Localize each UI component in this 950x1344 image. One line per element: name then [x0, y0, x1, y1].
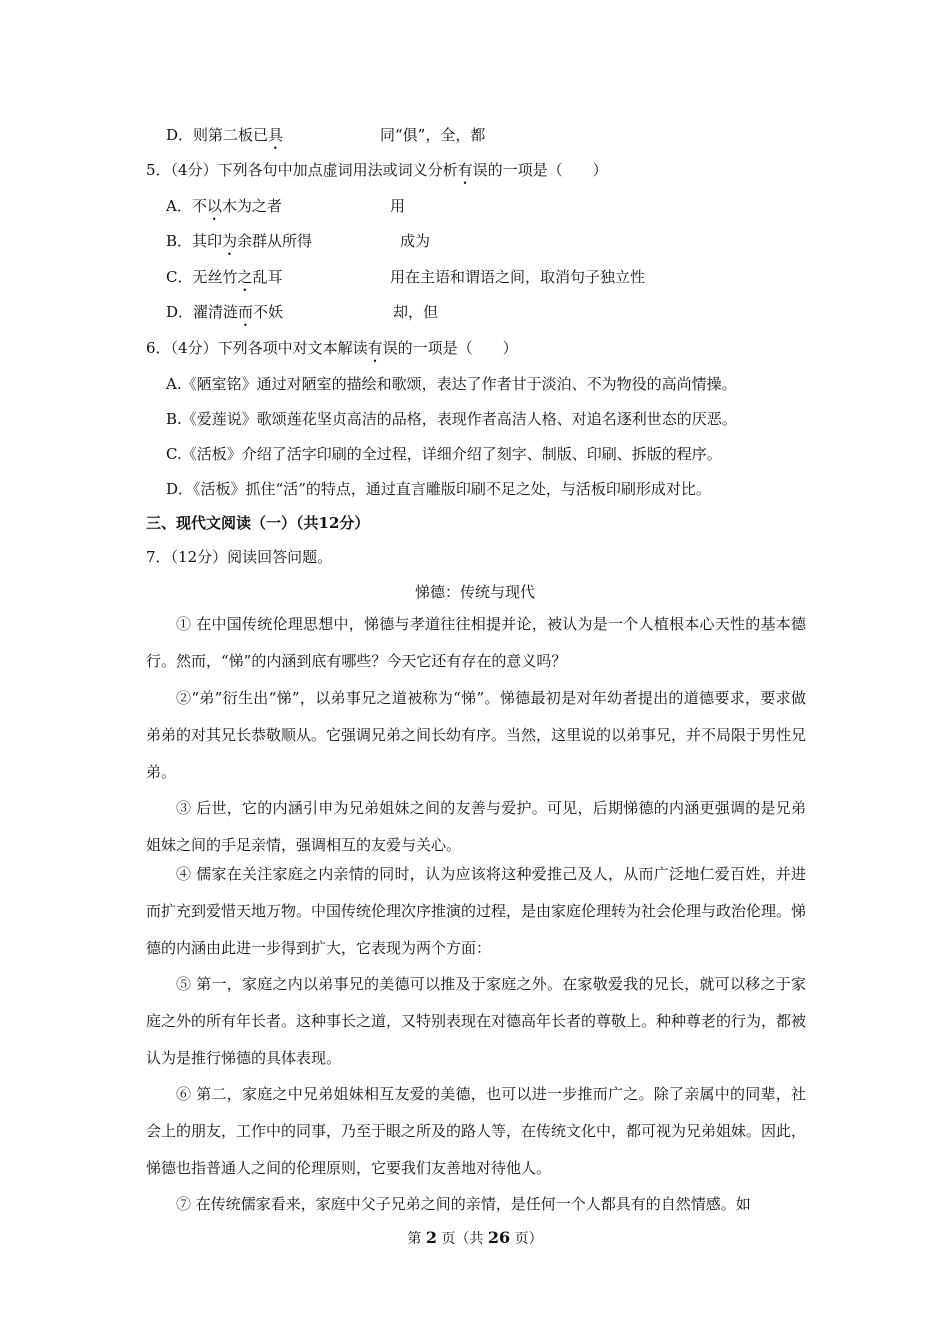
article-paragraph-6: ⑥ 第二，家庭之中兄弟姐妹相互友爱的美德，也可以进一步推而广之。除了亲属中的同辈，社会上的朋友，工作中的同事，乃至于眼之所及的路人等，在传统文化中，都可视为兄弟姐妹。因此，悌德也指普通人之间的伦理原则，它要我们友善地对待他人。: [146, 1085, 807, 1177]
q5-stem: 5．（4分）下列各句中加点虚词用法或词义分析有误的一项是（ ）: [146, 161, 608, 179]
page-number: 2: [425, 1228, 437, 1247]
dotted-char: 以: [206, 197, 222, 215]
article-paragraph-3: ③ 后世，它的内涵引申为兄弟姐妹之间的友善与爱护。可见，后期悌德的内涵更强调的是兄弟姐妹之间的手足亲情，强调相互的友爱与关心。: [146, 799, 806, 854]
page-total: 26: [487, 1228, 511, 1247]
dotted-char: 为: [222, 232, 238, 250]
dotted-char: 而: [238, 303, 254, 321]
article-paragraph-2: ②“弟”衍生出“悌”，以弟事兄之道被称为“悌”。悌德最初是对年幼者提出的道德要求，要求做弟弟的对其兄长恭敬顺从。它强调兄弟之间长幼有序。当然，这里说的以弟事兄，并不局限于男性兄弟。: [146, 689, 807, 781]
q5-option-c: C．无丝竹之乱耳: [166, 268, 283, 286]
q5-option-b-note: 成为: [400, 232, 431, 250]
q4-option-d-note: 同“俱”，全，都: [380, 126, 486, 144]
dotted-char: 有: [367, 339, 383, 357]
q6-option-d: D．《活板》抓住“活”的特点，通过直言雕版印刷不足之处，与活板印刷形成对比。: [166, 480, 711, 498]
dotted-char: 之: [237, 268, 253, 286]
q5-option-a: A．不以木为之者: [166, 197, 282, 215]
section-heading: 三、现代文阅读（一）（共12分）: [146, 514, 370, 532]
dotted-char: 有: [457, 161, 473, 179]
q7-stem: 7．（12分）阅读回答问题。: [146, 548, 333, 566]
article-title: 悌德：传统与现代: [414, 583, 535, 601]
q6-option-b: B.《爱莲说》歌颂莲花坚贞高洁的品格，表现作者高洁人格、对追名逐利世态的厌恶。: [166, 410, 737, 428]
article-paragraph-5: ⑤ 第一，家庭之内以弟事兄的美德可以推及于家庭之外。在家敬爱我的兄长，就可以移之于家庭之外的所有年长者。这种事长之道，又特别表现在对德高年长者的尊敬上。种种尊老的行为，都被认为是推行悌德的具体表现。: [146, 975, 807, 1067]
article-paragraph-4: ④ 儒家在关注家庭之内亲情的同时，认为应该将这种爱推己及人，从而广泛地仁爱百姓，并进而扩充到爱惜天地万物。中国传统伦理次序推演的过程，是由家庭伦理转为社会伦理与政治伦理。悌德的内涵由此进一步得到扩大，它表现为两个方面：: [146, 865, 807, 957]
dotted-char: 具: [268, 126, 284, 144]
q6-option-a: A.《陋室铭》通过对陋室的描绘和歌颂，表达了作者甘于淡泊、不为物役的高尚情操。: [166, 375, 737, 393]
q4-option-d: D．则第二板已具: [166, 126, 284, 144]
q6-stem: 6．（4分）下列各项中对文本解读有误的一项是（ ）: [146, 339, 518, 357]
q5-option-d: D．濯清涟而不妖: [166, 303, 284, 321]
article-paragraph-1: ① 在中国传统伦理思想中，悌德与孝道往往相提并论，被认为是一个人植根本心天性的基本德行。然而，“悌”的内涵到底有哪些？今天它还有存在的意义吗？: [146, 615, 806, 670]
page-footer: 第 2 页（共 26 页）: [407, 1228, 543, 1247]
q5-option-d-note: 却，但: [393, 303, 439, 321]
q5-option-b: B．其印为余群从所得: [166, 232, 313, 250]
q5-option-c-note: 用在主语和谓语之间，取消句子独立性: [390, 268, 646, 286]
article-paragraph-7: ⑦ 在传统儒家看来，家庭中父子兄弟之间的亲情，是任何一个人都具有的自然情感。如: [176, 1195, 751, 1213]
q6-option-c: C.《活板》介绍了活字印刷的全过程，详细介绍了刻字、制版、印刷、拆版的程序。: [166, 445, 722, 463]
q5-option-a-note: 用: [390, 197, 406, 215]
